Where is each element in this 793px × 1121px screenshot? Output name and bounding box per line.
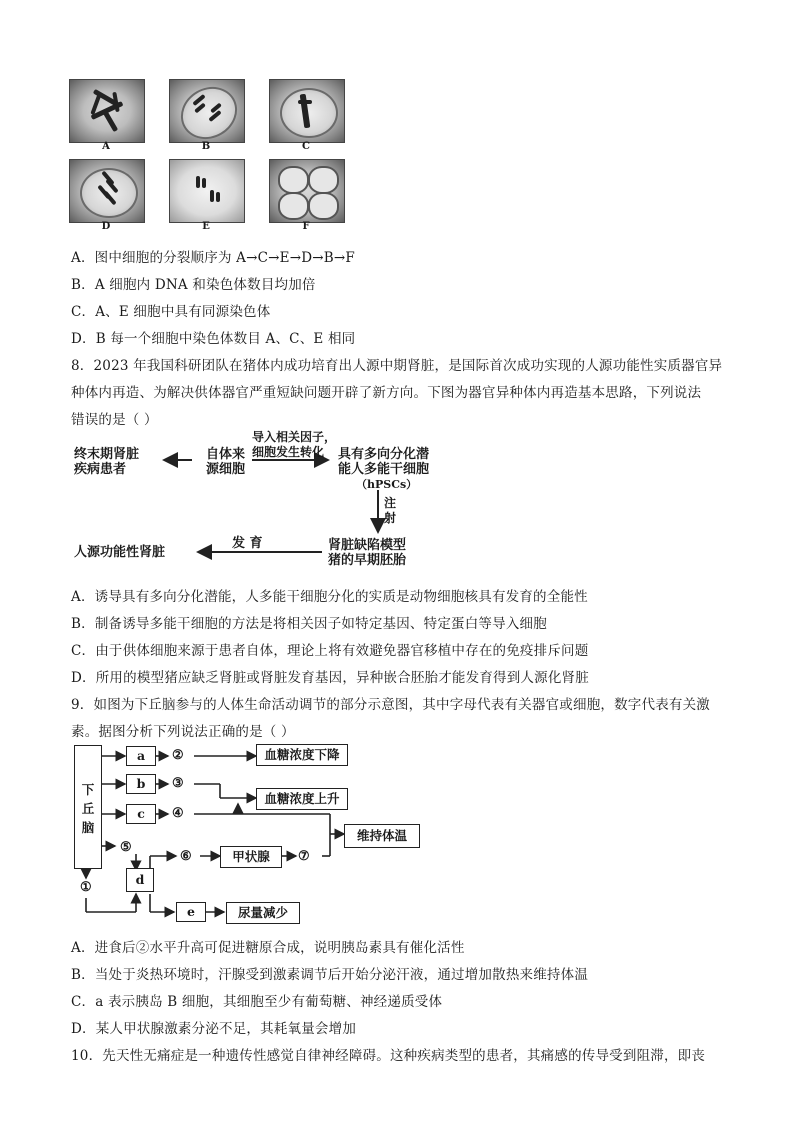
induction-label: 导入相关因子， 细胞发生转化: [252, 430, 337, 459]
q8-option-d: D．所用的模型猪应缺乏肾脏或肾脏发育基因，异种嵌合胚胎才能发育得到人源化肾脏: [71, 670, 589, 686]
organ-c-box: c: [126, 804, 156, 824]
hormone-1: ①: [80, 880, 92, 895]
organ-e-box: e: [176, 902, 206, 922]
organ-d-box: d: [126, 868, 154, 892]
q7-option-a: A．图中细胞的分裂顺序为 A→C→E→D→B→F: [71, 250, 355, 266]
q9-stem: 素。据图分析下列说法正确的是（ ）: [71, 724, 295, 740]
inject-label: 注 射: [384, 496, 397, 525]
hormone-3: ③: [172, 776, 184, 791]
develop-label: 发 育: [232, 536, 263, 551]
hormone-7: ⑦: [298, 849, 310, 864]
q9-option-a: A．进食后②水平升高可促进糖原合成，说明胰岛素具有催化活性: [71, 940, 465, 956]
glucose-up-box: 血糖浓度上升: [256, 788, 348, 810]
micrograph-d: [69, 159, 145, 223]
q9-option-d: D．某人甲状腺激素分泌不足，其耗氧量会增加: [71, 1021, 357, 1037]
q7-option-d: D．B 每一个细胞中染色体数目 A、C、E 相同: [71, 331, 356, 347]
autologous-cells-label: 自体来 源细胞: [206, 447, 246, 477]
hormone-5: ⑤: [120, 840, 132, 855]
thyroid-box: 甲状腺: [220, 846, 282, 868]
organ-a-box: a: [126, 746, 156, 766]
micrograph-label: C: [302, 141, 310, 152]
hormone-6: ⑥: [180, 849, 192, 864]
q8-option-c: C．由于供体细胞来源于患者自体，理论上将有效避免器官移植中存在的免疫排斥问题: [71, 643, 589, 659]
pig-embryo-label: 肾脏缺陷模型 猪的早期胚胎: [328, 538, 407, 568]
micrograph-label: E: [202, 221, 210, 232]
q7-option-b: B．A 细胞内 DNA 和染色体数目均加倍: [71, 277, 316, 293]
q8-stem: 8．2023 年我国科研团队在猪体内成功培育出人源中期肾脏，是国际首次成功实现的人源功能性实质器官异: [71, 358, 723, 374]
micrograph-label: F: [302, 221, 310, 232]
q8-option-a: A．诱导具有多向分化潜能，人多能干细胞分化的实质是动物细胞核具有发育的全能性: [71, 589, 588, 605]
micrograph-label: A: [102, 141, 110, 152]
patient-label: 终末期肾脏 疾病患者: [74, 447, 140, 477]
hormone-2: ②: [172, 748, 184, 763]
micrograph-label: D: [101, 221, 111, 232]
q9-option-b: B．当处于炎热环境时，汗腺受到激素调节后开始分泌汗液，通过增加散热来维持体温: [71, 967, 589, 983]
q7-option-c: C．A、E 细胞中具有同源染色体: [71, 304, 271, 320]
q8-stem: 种体内再造、为解决供体器官严重短缺问题开辟了新方向。下图为器官异种体内再造基本思路，下列说法: [71, 385, 702, 401]
micrograph-a: [69, 79, 145, 143]
q10-stem: 10．先天性无痛症是一种遗传性感觉自律神经障碍。这种疾病类型的患者，其痛感的传导受到阻滞，即丧: [71, 1048, 706, 1064]
organ-b-box: b: [126, 774, 156, 794]
q8-option-b: B．制备诱导多能干细胞的方法是将相关因子如特定基因、特定蛋白等导入细胞: [71, 616, 547, 632]
hpsc-label: 具有多向分化潜 能人多能干细胞 （hPSCs）: [338, 447, 430, 491]
micrograph-f: [269, 159, 345, 223]
micrograph-label: B: [201, 141, 211, 152]
human-kidney-label: 人源功能性肾脏: [74, 545, 166, 560]
q9-option-c: C．a 表示胰岛 B 细胞，其细胞至少有葡萄糖、神经递质受体: [71, 994, 443, 1010]
urine-box: 尿量减少: [226, 902, 300, 924]
hypothalamus-box: 下 丘 脑: [74, 745, 102, 869]
hormone-4: ④: [172, 806, 184, 821]
micrograph-e: [169, 159, 245, 223]
q9-stem: 9．如图为下丘脑参与的人体生命活动调节的部分示意图，其中字母代表有关器官或细胞，数字代表有关激: [71, 697, 710, 713]
micrograph-b: [169, 79, 245, 143]
body-temp-box: 维持体温: [344, 824, 420, 848]
micrograph-c: [269, 79, 345, 143]
glucose-down-box: 血糖浓度下降: [256, 744, 348, 766]
q8-stem: 错误的是（ ）: [71, 412, 158, 428]
